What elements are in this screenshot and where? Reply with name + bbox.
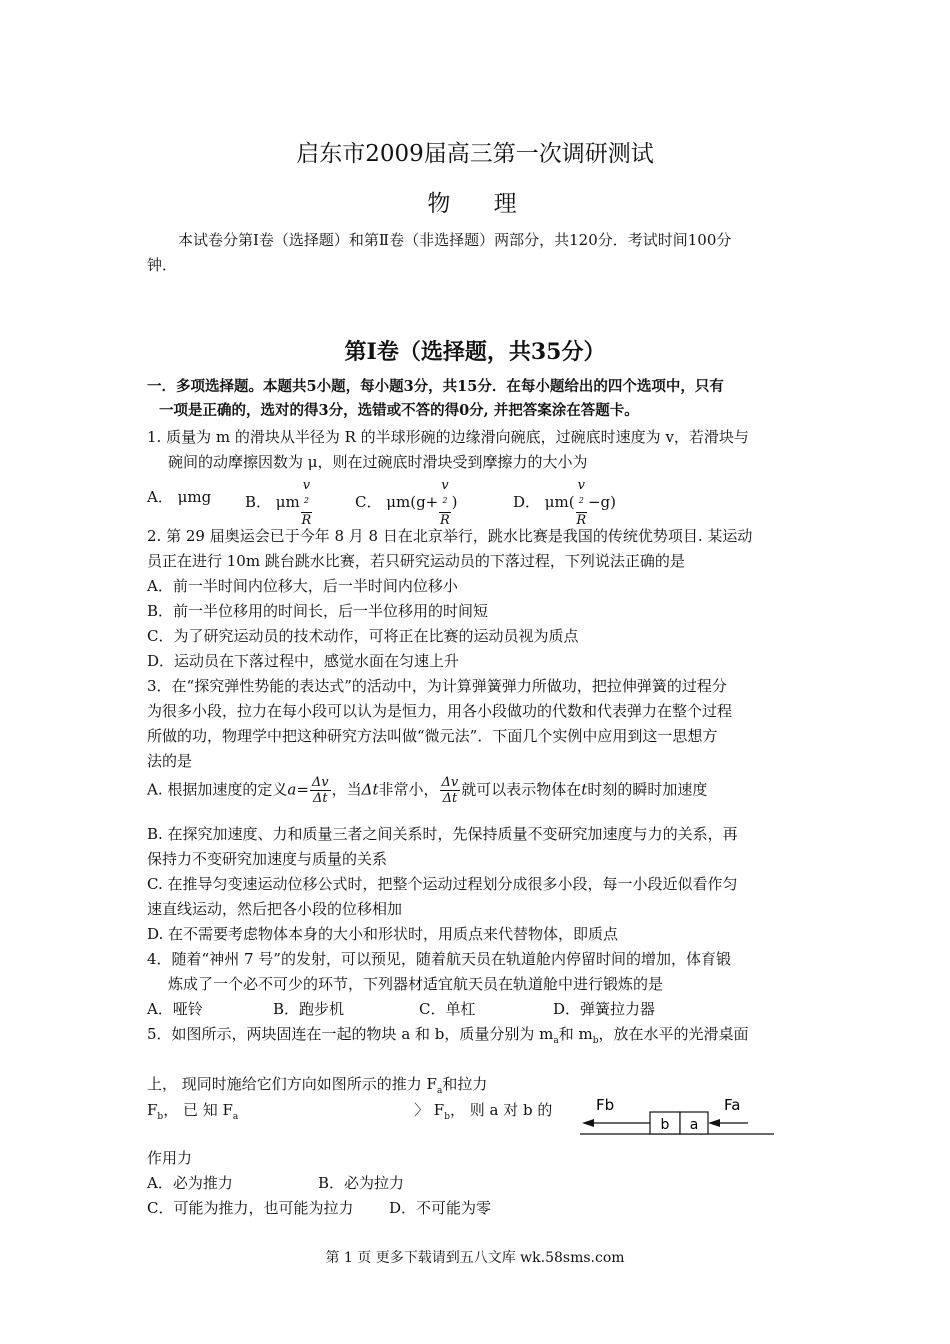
q2-line-1: 2. 第 29 届奥运会已于今年 8 月 8 日在北京举行，跳水比赛是我国的传统优势项目. 某运动 [147, 527, 753, 545]
q3-option-a [147, 775, 707, 806]
q4-option-a: A．哑铃 [147, 1000, 203, 1018]
q5-l2-post: 和拉力 [442, 1075, 488, 1093]
q3-a-mid1: ，当 [331, 780, 362, 799]
q5-l2-pre: 上， 现同时施给它们方向如图所示的推力 F [147, 1075, 437, 1093]
frac-num: v [302, 478, 311, 493]
q1-option-d [513, 478, 616, 528]
q5-l3-mid: ， 已 知 F [163, 1101, 233, 1119]
q4-line-1: 4．随着“神州 7 号”的发射，可以预见，随着航天员在轨道舱内停留时间的增加，体育锻 [147, 950, 731, 968]
fb-arrow-head [582, 1119, 594, 1127]
q5-l1-pre: 5．如图所示，两块固连在一起的物块 a 和 b，质量分别为 m [147, 1025, 554, 1043]
q5-option-c: C．可能为推力，也可能为拉力 [147, 1199, 354, 1217]
frac-num: v [577, 478, 585, 493]
q5-option-d: D．不可能为零 [389, 1199, 492, 1217]
q1-fraction-b [301, 478, 312, 528]
part1-instructions-2: 一项是正确的，选对的得3分，选错或不答的得0分, 并把答案涂在答题卡。 [159, 402, 639, 419]
q5-force-diagram [578, 1090, 778, 1145]
q5-l3-f: F [147, 1101, 158, 1119]
part1-title: 第Ⅰ卷（选择题，共35分） [344, 339, 606, 365]
q4-line-2: 炼成了一个必不可少的环节，下列器材适宜航天员在轨道舱中进行锻炼的是 [168, 975, 664, 993]
page-footer: 第 1 页 更多下载请到五八文库 wk.58sms.com [325, 1250, 625, 1266]
frac-exp: 2 [578, 496, 584, 505]
frac-num: Δv [441, 775, 459, 790]
q5-l1-mid: 和 m [558, 1025, 593, 1043]
frac-exp: 2 [442, 496, 448, 505]
q3-a-t: t [581, 780, 588, 799]
q2-option-d: D．运动员在下落过程中，感觉水面在匀速上升 [147, 652, 460, 670]
q5-l2-sub: a [436, 1086, 443, 1096]
frac-den: R [576, 513, 587, 529]
frac-exp: 2 [303, 496, 309, 505]
q3-fraction-1 [310, 775, 331, 806]
q1-option-a: A． μmg [147, 488, 212, 506]
frac-den: Δt [442, 791, 458, 806]
q5-option-a: A．必为推力 [147, 1174, 233, 1192]
frac-den: R [301, 513, 312, 529]
q2-option-a: A．前一半时间内位移大，后一半时间内位移小 [147, 577, 458, 595]
q3-a-prefix: A. 根据加速度的定义 [147, 780, 288, 799]
fa-arrow-head [708, 1119, 720, 1127]
q3-line-3: 所做的功，物理学中把这种研究方法叫做“微元法”．下面几个实例中应用到这一思想方 [147, 727, 718, 745]
q5-line-3-right [414, 1098, 552, 1130]
q1-line-1: 1. 质量为 m 的滑块从半径为 R 的半球形碗的边缘滑向碗底，过碗底时速度为 v，若滑块与 [147, 428, 749, 446]
q5-l1-post: ，放在水平的光滑桌面 [598, 1025, 749, 1043]
q3-option-b-2: 保持力不变研究加速度与质量的关系 [147, 850, 388, 868]
q5-l1-sub-a: a [553, 1036, 559, 1046]
q3-a-post1: 就可以表示物体在 [461, 780, 582, 799]
intro-line-2: 钟． [147, 256, 178, 274]
q1-line-2: 碗间的动摩擦因数为 μ，则在过碗底时滑块受到摩擦力的大小为 [168, 453, 588, 471]
q5-l3-post: ， 则 a 对 b 的 [449, 1101, 553, 1119]
q1-option-d-prefix: D． μm( [513, 493, 575, 512]
q3-option-b-1: B. 在探究加速度、力和质量三者之间关系时，先保持质量不变研究加速度与力的关系，再 [147, 825, 738, 843]
q5-line-4: 作用力 [147, 1149, 193, 1167]
q5-l3-gt: 〉 F [414, 1101, 445, 1119]
q3-line-1: 3．在“探究弹性势能的表达式”的活动中，为计算弹簧弹力所做功，把拉伸弹簧的过程分 [147, 677, 727, 695]
q5-option-b: B．必为拉力 [318, 1174, 405, 1192]
q3-a-mid2: 非常小， [378, 780, 439, 799]
q3-a-eq: = [296, 780, 309, 799]
q2-option-b: B．前一半位移用的时间长，后一半位移用的时间短 [147, 602, 489, 620]
block-b-label: b [660, 1117, 670, 1133]
q5-l1-sub-b: b [592, 1036, 599, 1046]
q5-line-3-left [147, 1098, 238, 1130]
q4-option-d: D．弹簧拉力器 [553, 1000, 656, 1018]
frac-num: v [441, 478, 449, 493]
q2-option-c: C．为了研究运动员的技术动作，可将正在比赛的运动员视为质点 [147, 627, 579, 645]
q1-option-c-suffix: ) [451, 493, 458, 512]
frac-num: Δv [311, 775, 329, 790]
part1-instructions-1: 一．多项选择题。本题共5小题，每小题3分，共15分．在每小题给出的四个选项中，只有 [147, 378, 724, 395]
q1-option-c-prefix: C． μm(g+ [355, 493, 439, 512]
frac-den: R [440, 513, 450, 529]
subject-title: 物 理 [427, 191, 523, 217]
q2-line-2: 员正在进行 10m 跳台跳水比赛，若只研究运动员的下落过程，下列说法正确的是 [147, 552, 685, 570]
q5-l3-sub-b: b [157, 1112, 164, 1122]
q1-fraction-c [439, 478, 450, 528]
q3-a-var: a [287, 780, 297, 799]
q3-fraction-2 [440, 775, 461, 806]
q1-fraction-d [576, 478, 587, 528]
fb-label: Fb [596, 1096, 615, 1114]
q3-a-dt: Δt [361, 780, 379, 799]
q3-option-c-1: C. 在推导匀变速运动位移公式时，把整个运动过程划分成很多小段，每一小段近似看作匀 [147, 875, 738, 893]
q1-option-c [355, 478, 457, 528]
q3-a-post2: 时刻的瞬时加速度 [587, 780, 708, 799]
q3-line-2: 为很多小段，拉力在每小段可以认为是恒力，用各小段做功的代数和代表弹力在整个过程 [147, 702, 733, 720]
q1-option-b [245, 478, 313, 528]
q3-option-c-2: 速直线运动，然后把各小段的位移相加 [147, 900, 403, 918]
q3-line-4: 法的是 [147, 752, 193, 770]
q5-l3-sub-b2: b [444, 1112, 450, 1122]
q5-line-1 [147, 1022, 749, 1054]
q4-option-b: B．跑步机 [273, 1000, 345, 1018]
q4-option-c: C．单杠 [419, 1000, 476, 1018]
q1-option-d-suffix: −g) [587, 493, 617, 512]
intro-line-1: 本试卷分第Ⅰ卷（选择题）和第Ⅱ卷（非选择题）两部分，共120分．考试时间100分 [178, 231, 732, 249]
exam-title: 启东市2009届高三第一次调研测试 [296, 141, 654, 167]
block-a-label: a [689, 1117, 699, 1133]
q5-l3-sub-a: a [232, 1112, 239, 1122]
fa-label: Fa [724, 1096, 741, 1114]
q1-option-b-prefix: B． μm [245, 493, 300, 512]
q3-option-d: D. 在不需要考虑物体本身的大小和形状时，用质点来代替物体，即质点 [147, 925, 619, 943]
frac-den: Δt [312, 791, 328, 806]
